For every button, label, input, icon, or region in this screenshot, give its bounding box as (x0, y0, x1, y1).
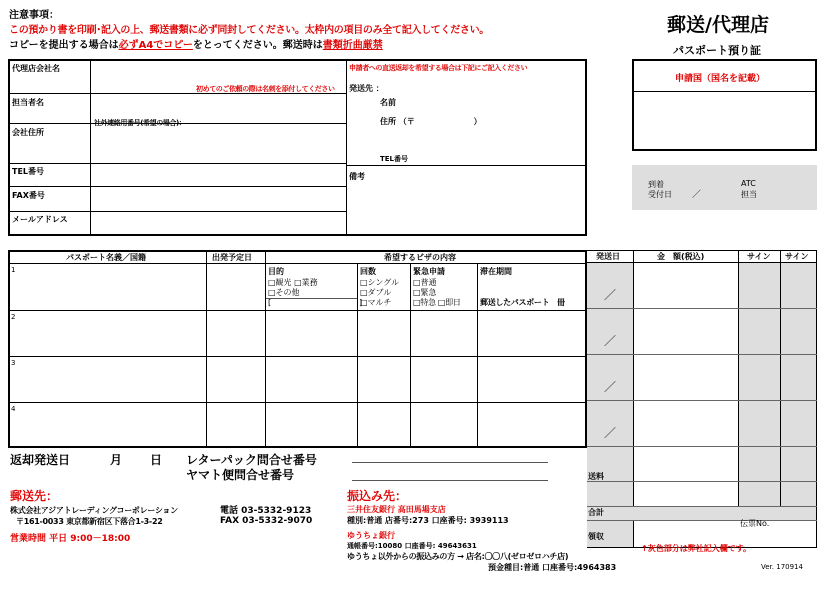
mail-to-company: 株式会社アジアトレーディングコーポレーション (10, 506, 178, 515)
arrival-box: 到着 受付日 ／ ATC 担当 (632, 165, 817, 210)
row-number: 4 (11, 405, 16, 413)
slip-number-label: 伝票No. (740, 519, 770, 528)
mailed-passport-count: 郵送したパスポート 冊 (480, 298, 565, 307)
count-option-multi[interactable]: □マルチ (360, 298, 392, 307)
header-visa: 希望するビザの内容 (384, 253, 456, 262)
country-box[interactable] (632, 59, 817, 151)
return-date-label: 返却発送日 (10, 453, 71, 467)
header-departure: 出発予定日 (212, 253, 252, 262)
page-subtitle: パスポート預り証 (673, 44, 761, 57)
row-number: 1 (11, 266, 16, 274)
ship-date-slash: ／ (604, 334, 617, 348)
urgent-option-normal[interactable]: □普通 (413, 278, 437, 287)
card-note: 初めてのご依頼の際は名刺を添付してください (196, 85, 335, 93)
count-title: 回数 (360, 267, 376, 276)
count-option-single[interactable]: □シングル (360, 278, 399, 287)
mail-to-title: 郵送先： (10, 489, 59, 503)
agency-box (8, 59, 587, 236)
bank-2-account: 通帳番号:10080 口座番号: 49643631 (347, 542, 477, 550)
direct-note: 申請者への直送返却を希望する場合は下記にご記入ください (349, 64, 528, 72)
bank-2-name: ゆうちょ銀行 (347, 531, 395, 540)
letterpack-label: レターパック問合せ番号 (186, 453, 317, 467)
shipping-label: 送料 (588, 472, 604, 481)
urgent-option-express[interactable]: □特急 □即日 (413, 298, 461, 307)
version-label: Ver. 170914 (761, 563, 803, 571)
gray-area-note: ↑灰色部分は弊社記入欄です。 (641, 544, 752, 553)
header-sign-1: サイン (747, 252, 771, 261)
dest-address-label: 住所 （〒 ） (380, 117, 482, 126)
count-option-double[interactable]: □ダブル (360, 288, 392, 297)
header-ship-date: 発送日 (596, 252, 620, 261)
contact-label: 担当者名 (12, 98, 44, 107)
notice-line1: この預かり書を印刷･記入の上、郵送書類に必ず同封してください。太枠内の項目のみ全て記入してください。 (9, 25, 489, 36)
dest-tel-label: TEL番号 (380, 155, 409, 163)
return-day: 日 (150, 453, 163, 467)
header-passport-name: パスポート名義／国籍 (66, 253, 146, 262)
return-month: 月 (110, 453, 123, 467)
mail-to-fax: FAX 03-5332-9070 (220, 516, 313, 526)
dest-label: 発送先 ： (349, 84, 384, 93)
business-hours: 営業時間 平日 9:00－18:00 (10, 534, 131, 544)
passport-table (8, 250, 587, 448)
purpose-options-1[interactable]: □観光 □業務 (268, 278, 318, 287)
received-label: 領収 (588, 532, 604, 541)
ship-date-slash: ／ (604, 288, 617, 302)
mail-to-address: 〒161-0033 東京都新宿区下落合1-3-22 (16, 517, 163, 526)
urgent-option-urgent[interactable]: □緊急 (413, 288, 437, 297)
ship-date-slash: ／ (604, 426, 617, 440)
header-amount: 金 額(税込) (657, 252, 705, 261)
address-label: 会社住所 (12, 128, 44, 137)
ship-date-slash: ／ (604, 380, 617, 394)
stay-title: 滞在期間 (480, 267, 512, 276)
bank-other-branch: ゆうちょ以外からの振込みの方 → 店名:〇〇八(ゼロゼロハチ店) (347, 552, 569, 561)
mail-to-tel: 電話 03-5332-9123 (220, 506, 312, 516)
bank-title: 振込み先： (347, 489, 408, 503)
bank-1-account: 種別:普通 店番号:273 口座番号: 3939113 (347, 516, 509, 525)
internal-number-label: 社外連絡用番号(希望の場合)： (94, 119, 186, 127)
purpose-title: 目的 (268, 267, 284, 276)
remarks-label: 備考 (349, 172, 365, 181)
yamato-label: ヤマト便問合せ番号 (186, 468, 295, 482)
notice-line2: コピーを提出する場合は必ずA4でコピーをとってください。郵送時は書類折曲厳禁 (9, 40, 383, 51)
fax-label: FAX番号 (12, 191, 45, 200)
header-sign-2: サイン (785, 252, 809, 261)
bank-other-account: 預金種目:普通 口座番号:4964383 (488, 563, 617, 572)
row-number: 2 (11, 313, 16, 321)
total-label: 合計 (588, 508, 604, 517)
notice-title: 注意事項： (9, 10, 59, 21)
dest-name-label: 名前 (380, 98, 396, 107)
page-title: 郵送/代理店 (667, 14, 769, 36)
purpose-options-2[interactable]: □その他 (268, 288, 300, 297)
email-label: メールアドレス (12, 215, 68, 224)
purpose-other-field[interactable]: [ ] (268, 298, 363, 307)
tel-label: TEL番号 (12, 167, 45, 176)
agency-name-label: 代理店会社名 (12, 64, 60, 73)
bank-1-name: 三井住友銀行 高田馬場支店 (347, 505, 446, 514)
office-use-table (587, 250, 817, 548)
urgent-title: 緊急申請 (413, 267, 445, 276)
country-label: 申請国（国名を記載） (675, 74, 766, 84)
row-number: 3 (11, 359, 16, 367)
